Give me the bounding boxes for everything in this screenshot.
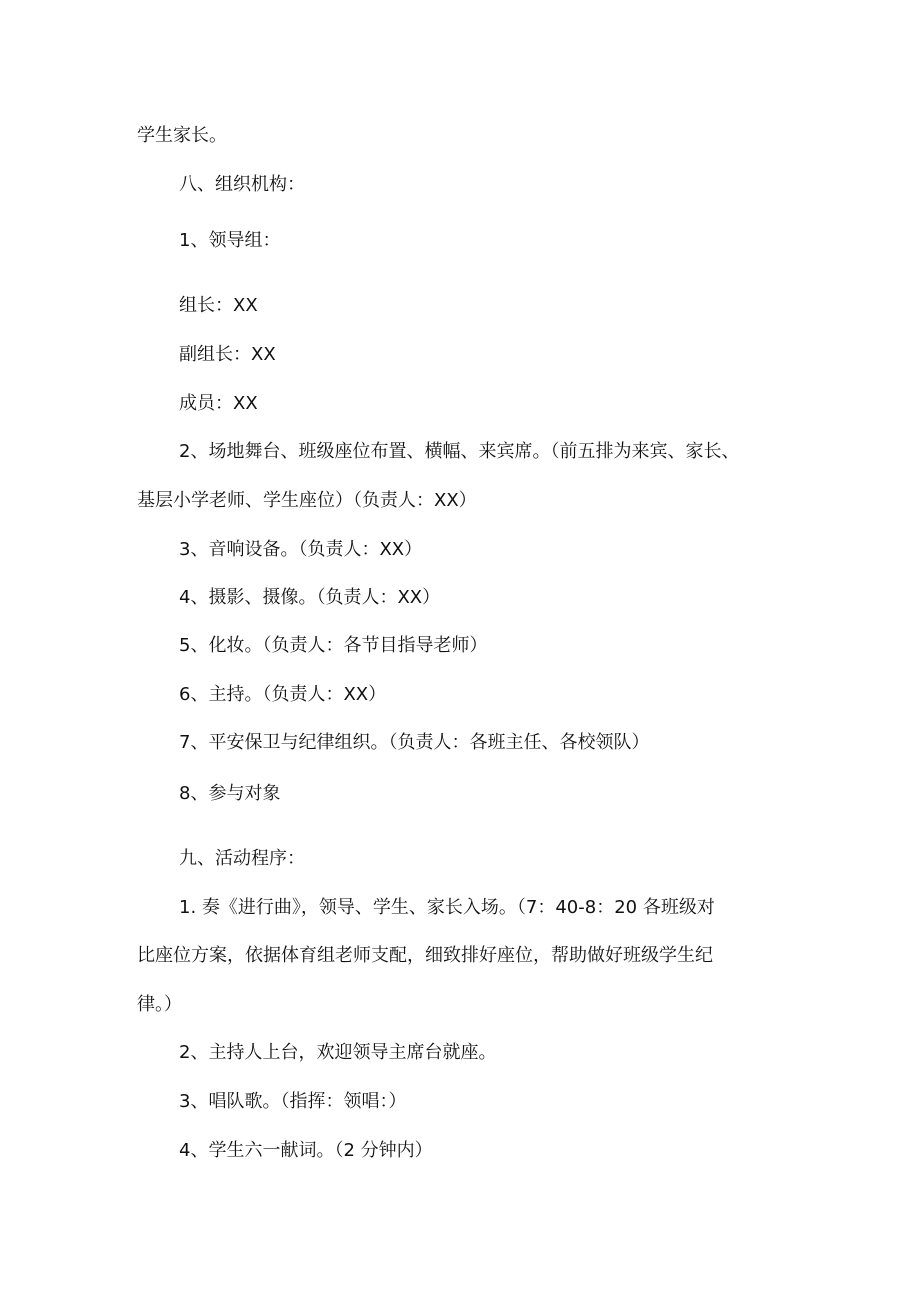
text-line: 组长：XX bbox=[179, 295, 258, 316]
text-line: 成员：XX bbox=[179, 393, 258, 414]
section-heading: 八、组织机构： bbox=[179, 174, 305, 195]
text-line: 比座位方案，依据体育组老师支配，细致排好座位，帮助做好班级学生纪 bbox=[137, 945, 713, 966]
text-line: 7、平安保卫与纪律组织。（负责人：各班主任、各校领队） bbox=[179, 732, 650, 753]
text-line: 1. 奏《进行曲》，领导、学生、家长入场。（7：40-8：20 各班级对 bbox=[179, 897, 715, 918]
text-line: 6、主持。（负责人：XX） bbox=[179, 684, 387, 705]
text-line: 4、学生六一献词。（2 分钟内） bbox=[179, 1140, 433, 1161]
text-line: 2、主持人上台，欢迎领导主席台就座。 bbox=[179, 1042, 497, 1063]
text-line: 8、参与对象 bbox=[179, 783, 281, 804]
text-line: 4、摄影、摄像。（负责人：XX） bbox=[179, 587, 441, 608]
text-line: 3、音响设备。（负责人：XX） bbox=[179, 539, 423, 560]
section-heading: 九、活动程序： bbox=[179, 848, 305, 869]
subsection-heading: 1、领导组： bbox=[179, 230, 281, 251]
text-line: 学生家长。 bbox=[137, 125, 227, 146]
text-line: 3、唱队歌。（指挥：领唱：） bbox=[179, 1091, 407, 1112]
text-line: 律。） bbox=[137, 994, 182, 1015]
text-line: 基层小学老师、学生座位）（负责人：XX） bbox=[137, 490, 477, 511]
text-line: 5、化妆。（负责人：各节目指导老师） bbox=[179, 635, 488, 656]
text-line: 副组长：XX bbox=[179, 344, 276, 365]
text-line: 2、场地舞台、班级座位布置、横幅、来宾席。（前五排为来宾、家长、 bbox=[179, 441, 740, 462]
